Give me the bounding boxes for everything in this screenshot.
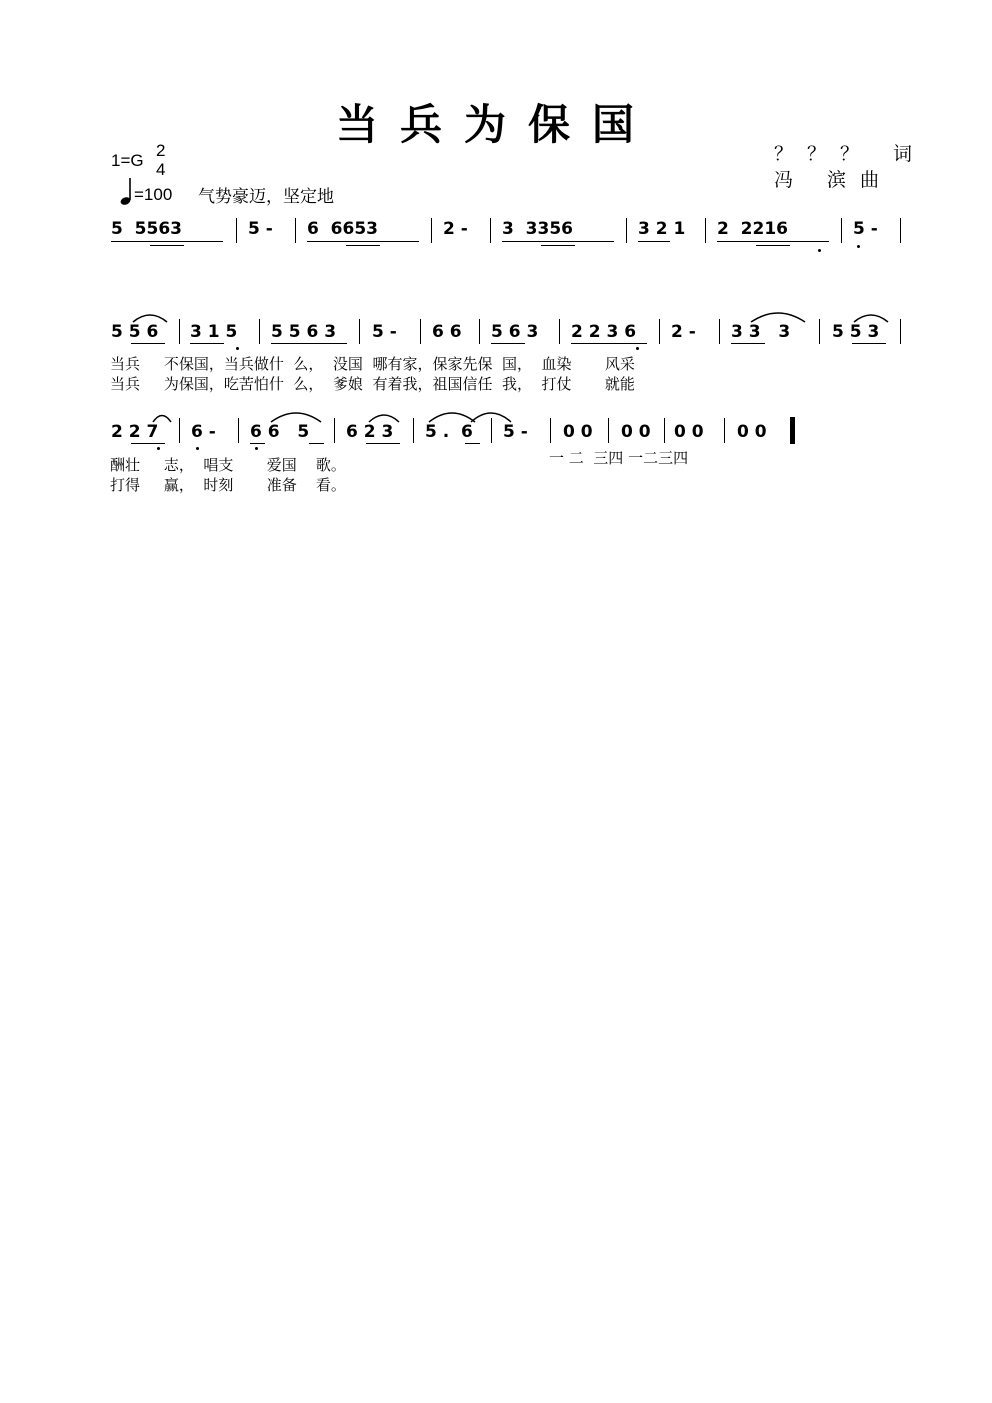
slur [150,410,174,424]
song-title: 当兵为保国 [335,100,656,149]
octave-dot [636,347,639,350]
beam [465,443,480,444]
beam [190,343,224,344]
barline [179,319,180,344]
key-signature: 1=G [111,151,144,170]
lyricist-credit: ？？？ 词 [774,143,927,165]
time-signature [156,141,165,179]
beam [366,443,400,444]
beam [491,343,525,344]
barline [659,319,660,344]
barline [550,418,551,443]
measure-1-6: 3 2 1 [638,219,686,239]
measure-3-3: 6 6 5 [250,422,310,442]
barline [413,418,414,443]
measure-1-8: 5 - [853,219,878,239]
beam [852,343,886,344]
measure-1-3: 6 6653 [307,219,378,239]
beam [150,245,184,246]
barline [359,319,360,344]
beam [756,245,790,246]
beam [250,443,265,444]
measure-3-8: 0 0 [621,422,651,442]
measure-3-1: 2 2 7 [111,422,159,442]
beam [346,245,380,246]
barline [179,418,180,443]
final-barline [790,417,795,444]
measure-1-4: 2 - [443,219,468,239]
barline [236,218,237,243]
barline [490,218,491,243]
barline [431,218,432,243]
time-signature-top: 2 [156,141,166,160]
octave-dot [857,245,860,248]
measure-3-10: 0 0 [737,422,767,442]
measure-1-7: 2 2216 [717,219,788,239]
barline [608,418,609,443]
measure-2-4: 5 - [372,322,397,342]
beam [309,443,324,444]
barline [420,319,421,344]
beam [502,241,614,242]
measure-2-7: 2 2 3 6 [571,322,637,342]
lyrics-verse-1: 酬壮 志， 唱支 爱国 歌。 [110,456,346,474]
tie [268,408,324,424]
barline [664,418,665,443]
measure-2-1: 5 5 6 [111,322,159,342]
lyrics-verse-1: 当兵 不保国，当兵做什 么， 没国 哪有家，保家先保 国， 血染 风采 [110,355,635,373]
barline [259,319,260,344]
lyrics-verse-2: 打得 赢， 时刻 准备 看。 [110,476,346,494]
measure-2-6: 5 6 3 [491,322,539,342]
measure-2-8: 2 - [671,322,696,342]
beam [731,343,765,344]
beam [541,245,575,246]
barline [719,319,720,344]
measure-3-5: 5 . 6 [425,422,473,442]
barline [900,319,901,344]
octave-dot [157,447,160,450]
barline [900,218,901,243]
barline [841,218,842,243]
beam [131,443,165,444]
count-in-text: 一 二 三四 一二三四 [549,449,689,467]
barline [724,418,725,443]
beam [131,343,165,344]
slur [130,310,170,324]
octave-dot [818,249,821,252]
barline [559,319,560,344]
measure-1-5: 3 3356 [502,219,573,239]
tempo-marking: =100 [134,185,173,204]
slur [468,408,514,424]
composer-credit: 冯 滨曲 [774,169,894,191]
measure-3-2: 6 - [191,422,216,442]
octave-dot [255,447,258,450]
octave-dot [196,447,199,450]
measure-3-9: 0 0 [674,422,704,442]
slur [851,310,891,324]
tie [748,308,808,324]
time-signature-bottom: 4 [156,160,166,179]
beam [111,241,223,242]
beam [271,343,347,344]
expression-marking: 气势豪迈，坚定地 [198,187,334,206]
barline [479,319,480,344]
beam [638,241,670,242]
measure-1-2: 5 - [248,219,273,239]
quarter-note-icon [118,176,134,206]
beam [717,241,829,242]
lyrics-verse-2: 当兵 为保国，吃苦怕什 么， 爹娘 有着我，祖国信任 我， 打仗 就能 [110,375,635,393]
barline [626,218,627,243]
octave-dot [236,347,239,350]
beam [571,343,647,344]
barline [334,418,335,443]
barline [295,218,296,243]
measure-3-7: 0 0 [563,422,593,442]
measure-2-3: 5 5 6 3 [271,322,337,342]
barline [238,418,239,443]
measure-2-9: 3 3 3 [731,322,791,342]
beam [307,241,419,242]
barline [819,319,820,344]
measure-1-1: 5 5563 [111,219,182,239]
measure-2-10: 5 5 3 [832,322,880,342]
measure-3-4: 6 2 3 [346,422,394,442]
measure-2-2: 3 1 5 [190,322,238,342]
barline [705,218,706,243]
slur [366,410,402,424]
measure-2-5: 6 6 [432,322,462,342]
measure-3-6: 5 - [503,422,528,442]
